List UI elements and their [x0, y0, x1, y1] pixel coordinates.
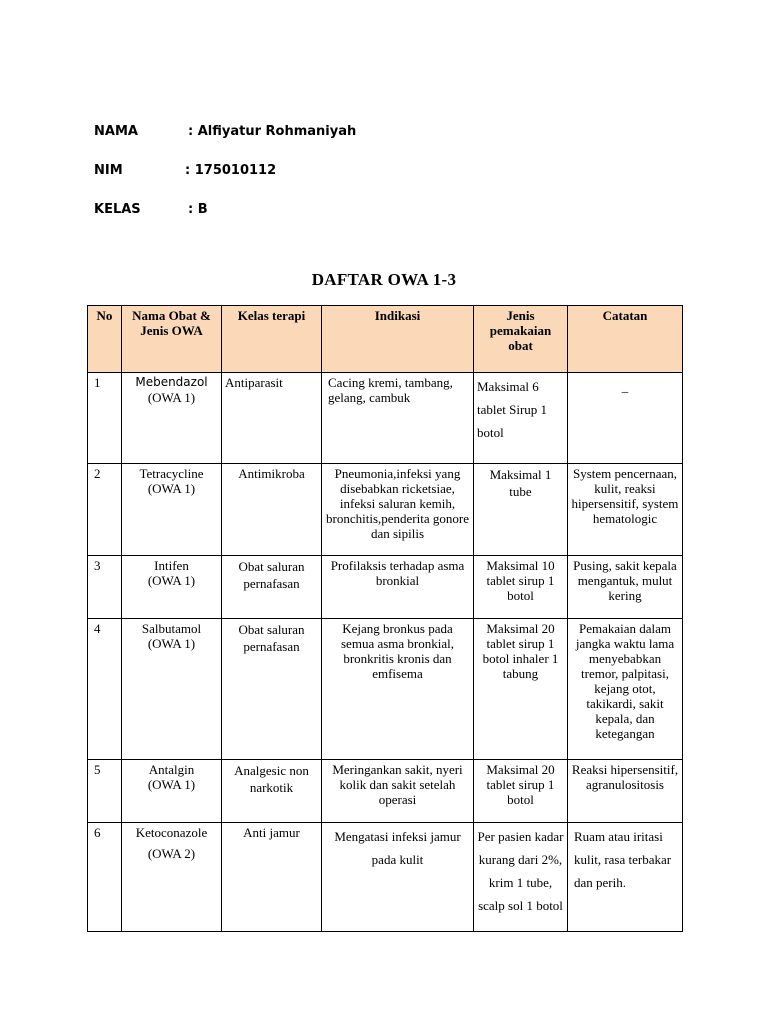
- cell-indikasi: Pneumonia,infeksi yang disebabkan ricketsiae, infeksi saluran kemih, bronchitis,penderita gonore dan sipilis: [322, 464, 474, 556]
- cell-jenis-pemakaian: Maksimal 6 tablet Sirup 1 botol: [474, 373, 568, 464]
- page-title: DAFTAR OWA 1-3: [311, 270, 457, 289]
- owa-type: (OWA 1): [147, 636, 196, 651]
- table-row: [88, 464, 683, 556]
- cell-nama-obat: [122, 464, 222, 556]
- cell-jenis-pemakaian: Maksimal 20 tablet sirup 1 botol inhaler 1 tabung: [474, 619, 568, 760]
- header-no: No: [88, 306, 122, 373]
- cell-nama-obat: [122, 373, 222, 464]
- nim-value: : 175010112: [185, 163, 277, 178]
- owa-type: (OWA 1): [147, 481, 196, 496]
- owa-type: (OWA 1): [147, 573, 196, 588]
- drug-name: Tetracycline: [139, 466, 204, 481]
- cell-indikasi: Kejang bronkus pada semua asma bronkial, bronkritis kronis dan emfisema: [322, 619, 474, 760]
- header-kelas-terapi: Kelas terapi: [222, 306, 322, 373]
- drug-name: Intifen: [154, 558, 189, 573]
- cell-no: 6: [88, 823, 122, 932]
- header-jenis-pemakaian: Jenis pemakaian obat: [474, 306, 568, 373]
- kelas-value: : B: [188, 202, 208, 217]
- drug-name: Ketoconazole: [135, 825, 208, 840]
- cell-nama-obat: [122, 760, 222, 823]
- table-row: [88, 619, 683, 760]
- cell-no: 5: [88, 760, 122, 823]
- owa-type: (OWA 1): [147, 777, 196, 792]
- nama-value: : Alfiyatur Rohmaniyah: [188, 124, 357, 139]
- cell-indikasi: Cacing kremi, tambang, gelang, cambuk: [322, 373, 474, 464]
- cell-no: 4: [88, 619, 122, 760]
- cell-kelas-terapi: Anti jamur: [222, 823, 322, 932]
- table-row: [88, 373, 683, 464]
- nim-label: NIM: [94, 163, 123, 178]
- header-catatan: Catatan: [568, 306, 683, 373]
- cell-no: 3: [88, 556, 122, 619]
- table-row: [88, 556, 683, 619]
- cell-catatan: _: [568, 373, 683, 464]
- table-header-row: [88, 306, 683, 373]
- cell-jenis-pemakaian: Maksimal 1 tube: [474, 464, 568, 556]
- cell-no: 1: [88, 373, 122, 464]
- cell-jenis-pemakaian: Maksimal 20 tablet sirup 1 botol: [474, 760, 568, 823]
- drug-name: Antalgin: [148, 762, 195, 777]
- cell-catatan: System pencernaan, kulit, reaksi hipersensitif, system hematologic: [568, 464, 683, 556]
- cell-indikasi: Mengatasi infeksi jamur pada kulit: [322, 823, 474, 932]
- drug-name: Salbutamol: [141, 621, 202, 636]
- cell-catatan: Reaksi hipersensitif, agranulositosis: [568, 760, 683, 823]
- cell-nama-obat: [122, 556, 222, 619]
- cell-catatan: Pemakaian dalam jangka waktu lama menyebabkan tremor, palpitasi, kejang otot, takikardi, sakit kepala, dan ketegangan: [568, 619, 683, 760]
- cell-kelas-terapi: Obat saluran pernafasan: [222, 556, 322, 619]
- cell-kelas-terapi: Obat saluran pernafasan: [222, 619, 322, 760]
- cell-kelas-terapi: Antiparasit: [222, 373, 322, 464]
- nama-label: NAMA: [94, 124, 138, 139]
- header-indikasi: Indikasi: [322, 306, 474, 373]
- cell-indikasi: Profilaksis terhadap asma bronkial: [322, 556, 474, 619]
- cell-jenis-pemakaian: Maksimal 10 tablet sirup 1 botol: [474, 556, 568, 619]
- table-row: [88, 823, 683, 932]
- cell-nama-obat: [122, 619, 222, 760]
- owa-type: (OWA 2): [147, 846, 196, 861]
- cell-no: 2: [88, 464, 122, 556]
- cell-catatan: Pusing, sakit kepala mengantuk, mulut kering: [568, 556, 683, 619]
- cell-kelas-terapi: Antimikroba: [222, 464, 322, 556]
- owa-table: [87, 305, 683, 932]
- header-nama-obat: Nama Obat & Jenis OWA: [122, 306, 222, 373]
- drug-name: Mebendazol: [135, 375, 208, 389]
- cell-jenis-pemakaian: Per pasien kadar kurang dari 2%, krim 1 tube, scalp sol 1 botol: [474, 823, 568, 932]
- cell-catatan: Ruam atau iritasi kulit, rasa terbakar dan perih.: [568, 823, 683, 932]
- cell-kelas-terapi: Analgesic non narkotik: [222, 760, 322, 823]
- table-row: [88, 760, 683, 823]
- owa-type: (OWA 1): [147, 390, 196, 405]
- cell-nama-obat: [122, 823, 222, 932]
- cell-indikasi: Meringankan sakit, nyeri kolik dan sakit setelah operasi: [322, 760, 474, 823]
- kelas-label: KELAS: [94, 202, 141, 217]
